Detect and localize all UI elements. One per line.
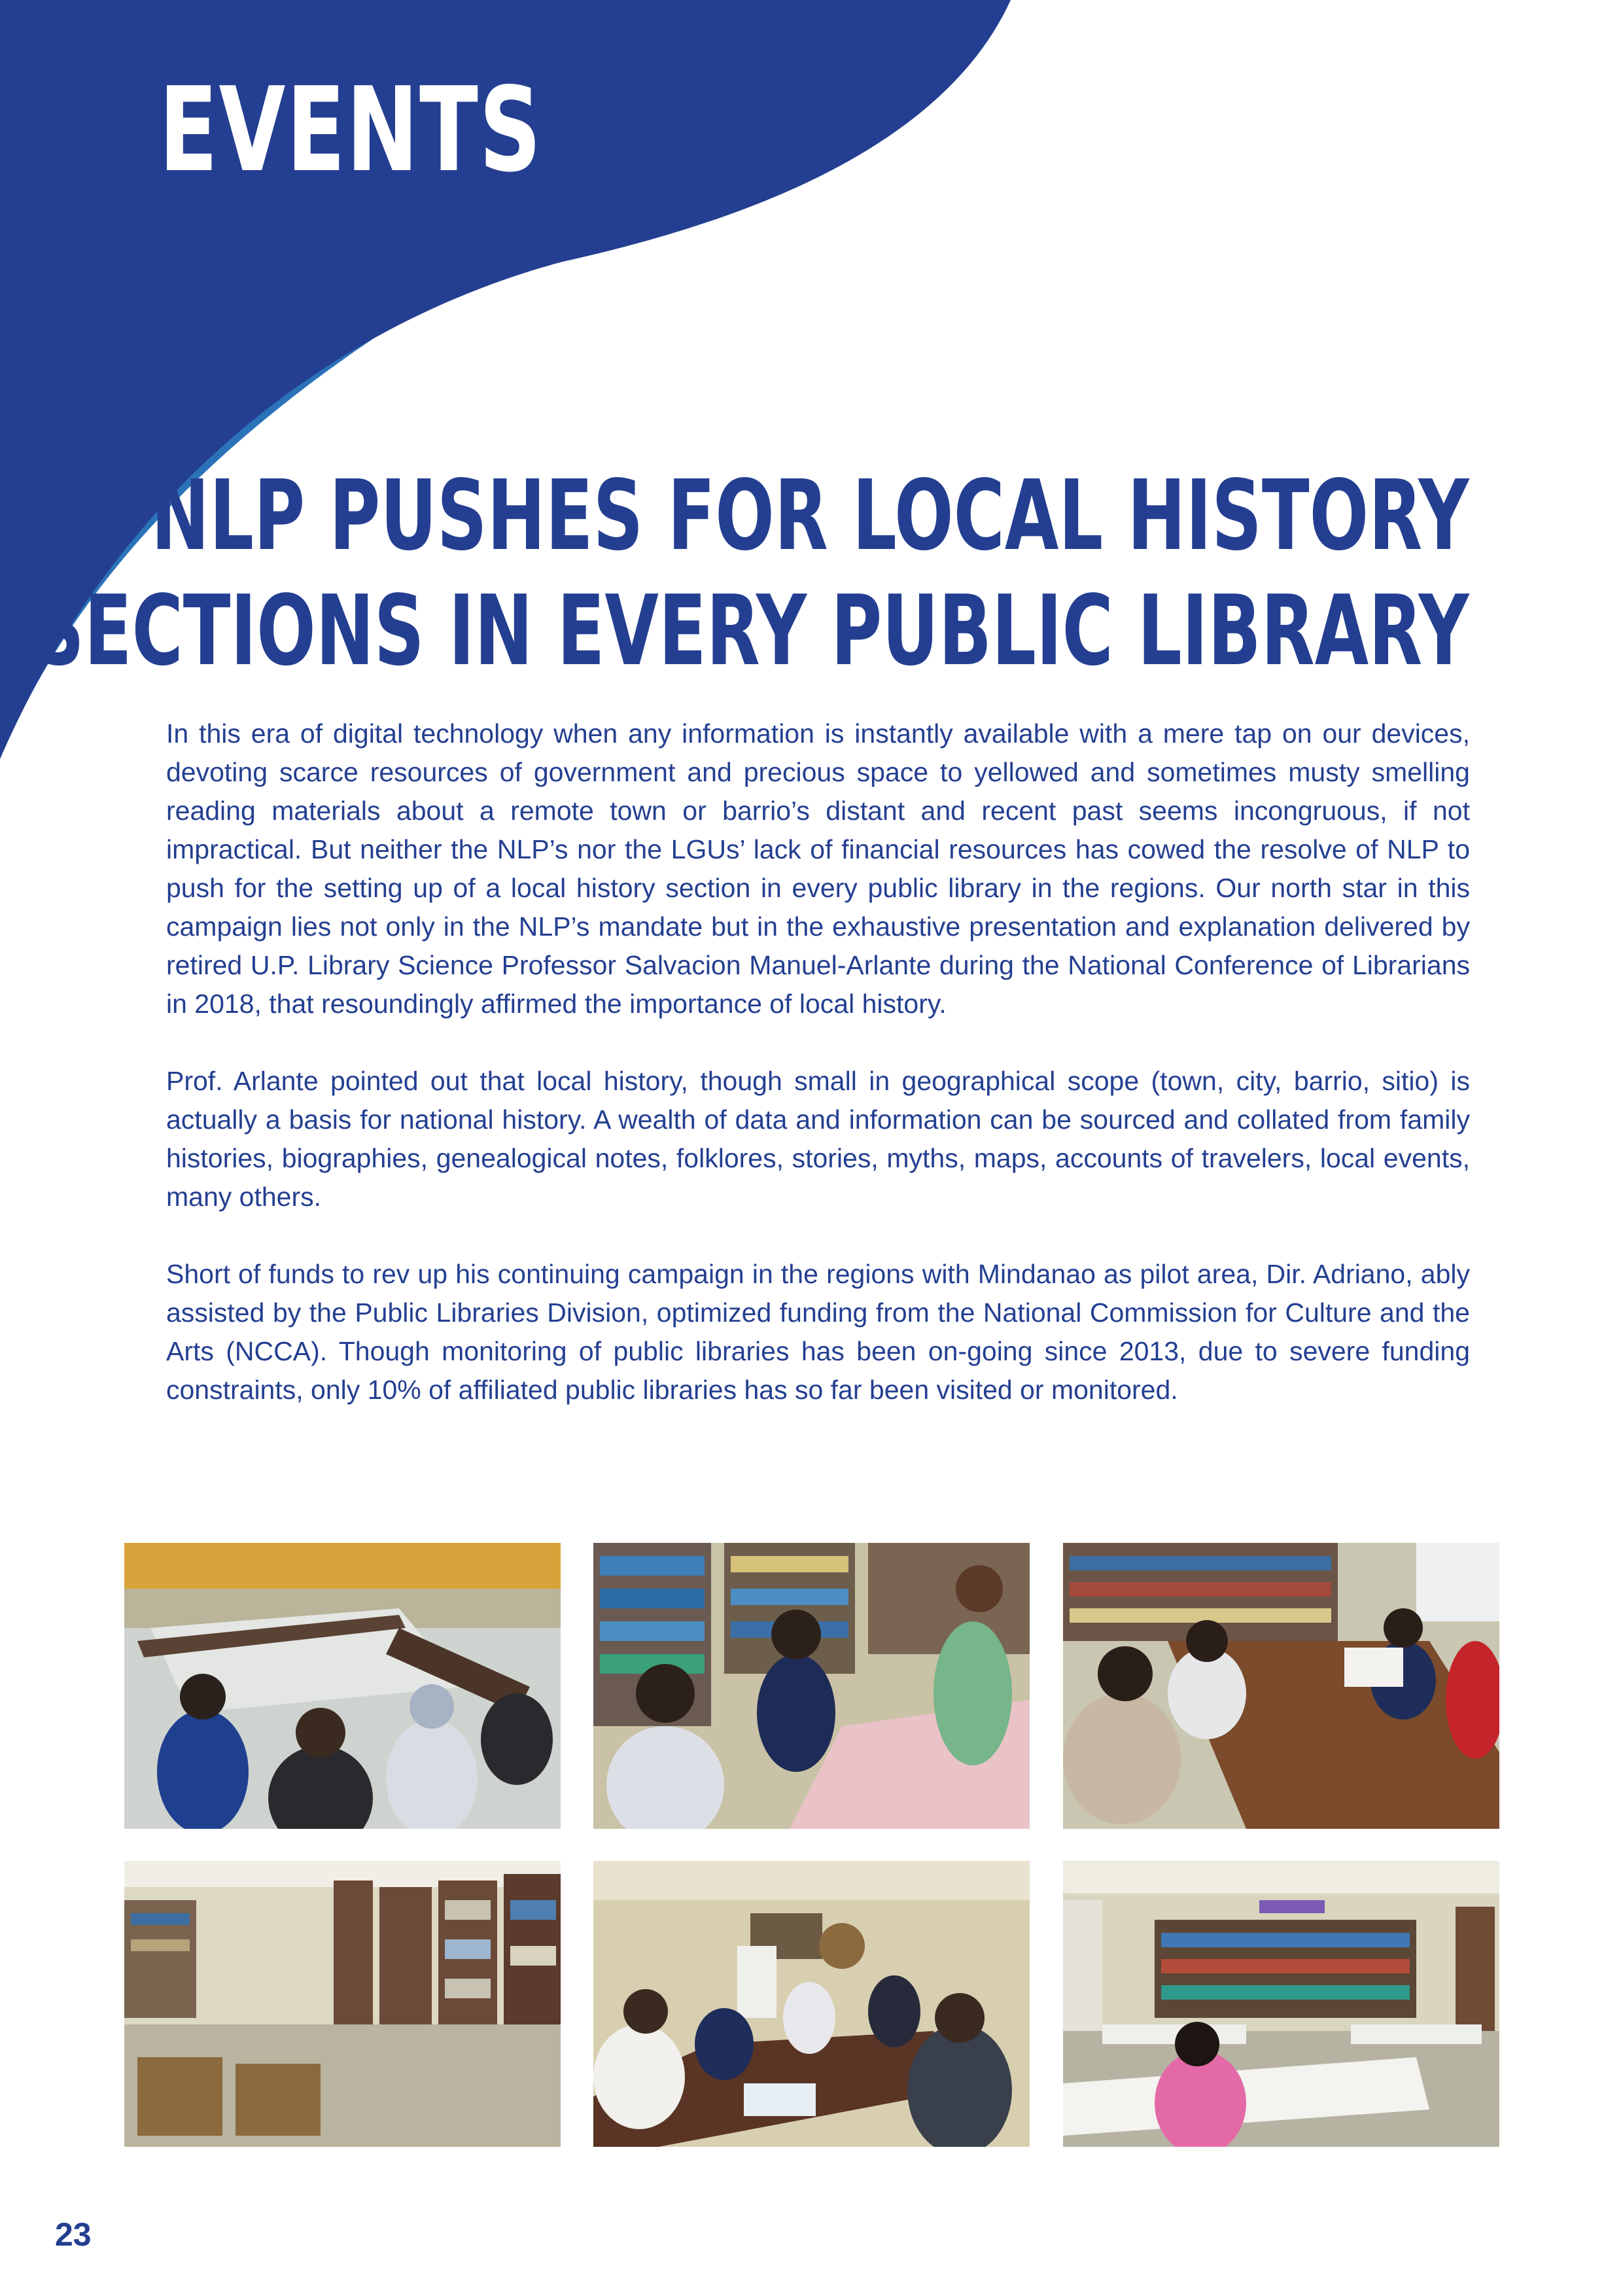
article-paragraph: Prof. Arlante pointed out that local history, though small in geographical scope (town, city, barrio, sitio) is actually a basis for national history. A wealth of data and information can be sourced and collated from family histories, biographies, genealogical notes, folklores, stories, myths, maps, accounts of travelers, local events, many others.	[166, 1066, 1470, 1212]
photo-reading-area	[1063, 1861, 1499, 2147]
article-paragraph: Short of funds to rev up his continuing campaign in the regions with Mindanao as pilot area, Dir. Adriano, ably assisted by the Public Libraries Division, optimized funding from the National Commission for Culture and the Arts (NCCA). Though monitoring of public libraries has been on-going since 2013, due to severe funding constraints, only 10% of affiliated public libraries has so far been visited or monitored.	[166, 1259, 1470, 1405]
photo-group-meeting	[593, 1861, 1030, 2147]
photo-bookshelves-bamboo-chairs	[124, 1861, 561, 2147]
photo-meeting-room	[124, 1543, 561, 1829]
photo-reading-table-meeting	[1063, 1543, 1499, 1829]
article-body	[166, 715, 1470, 1448]
page-number: 23	[55, 2216, 92, 2253]
photo-library-stacks-meeting	[593, 1543, 1030, 1829]
section-label: EVENTS	[159, 62, 542, 198]
article-headline	[34, 458, 1469, 688]
headline-line-2: SECTIONS IN EVERY PUBLIC LIBRARY	[34, 574, 1469, 687]
article-paragraph: In this era of digital technology when any information is instantly available with a mere tap on our devices, devoting scarce resources of government and precious space to yellowed and sometimes musty smelling reading materials about a remote town or barrio’s distant and recent past seems incongruous, if not impractical. But neither the NLP’s nor the LGUs’ lack of financial resources has cowed the resolve of NLP to push for the setting up of a local history section in every public library in the regions. Our north star in this campaign lies not only in the NLP’s mandate but in the exhaustive presentation and explanation delivered by retired U.P. Library Science Professor Salvacion Manuel-Arlante during the National Conference of Librarians in 2018, that resoundingly affirmed the importance of local history.	[166, 718, 1470, 1019]
headline-line-1: NLP PUSHES FOR LOCAL HISTORY	[151, 459, 1469, 572]
